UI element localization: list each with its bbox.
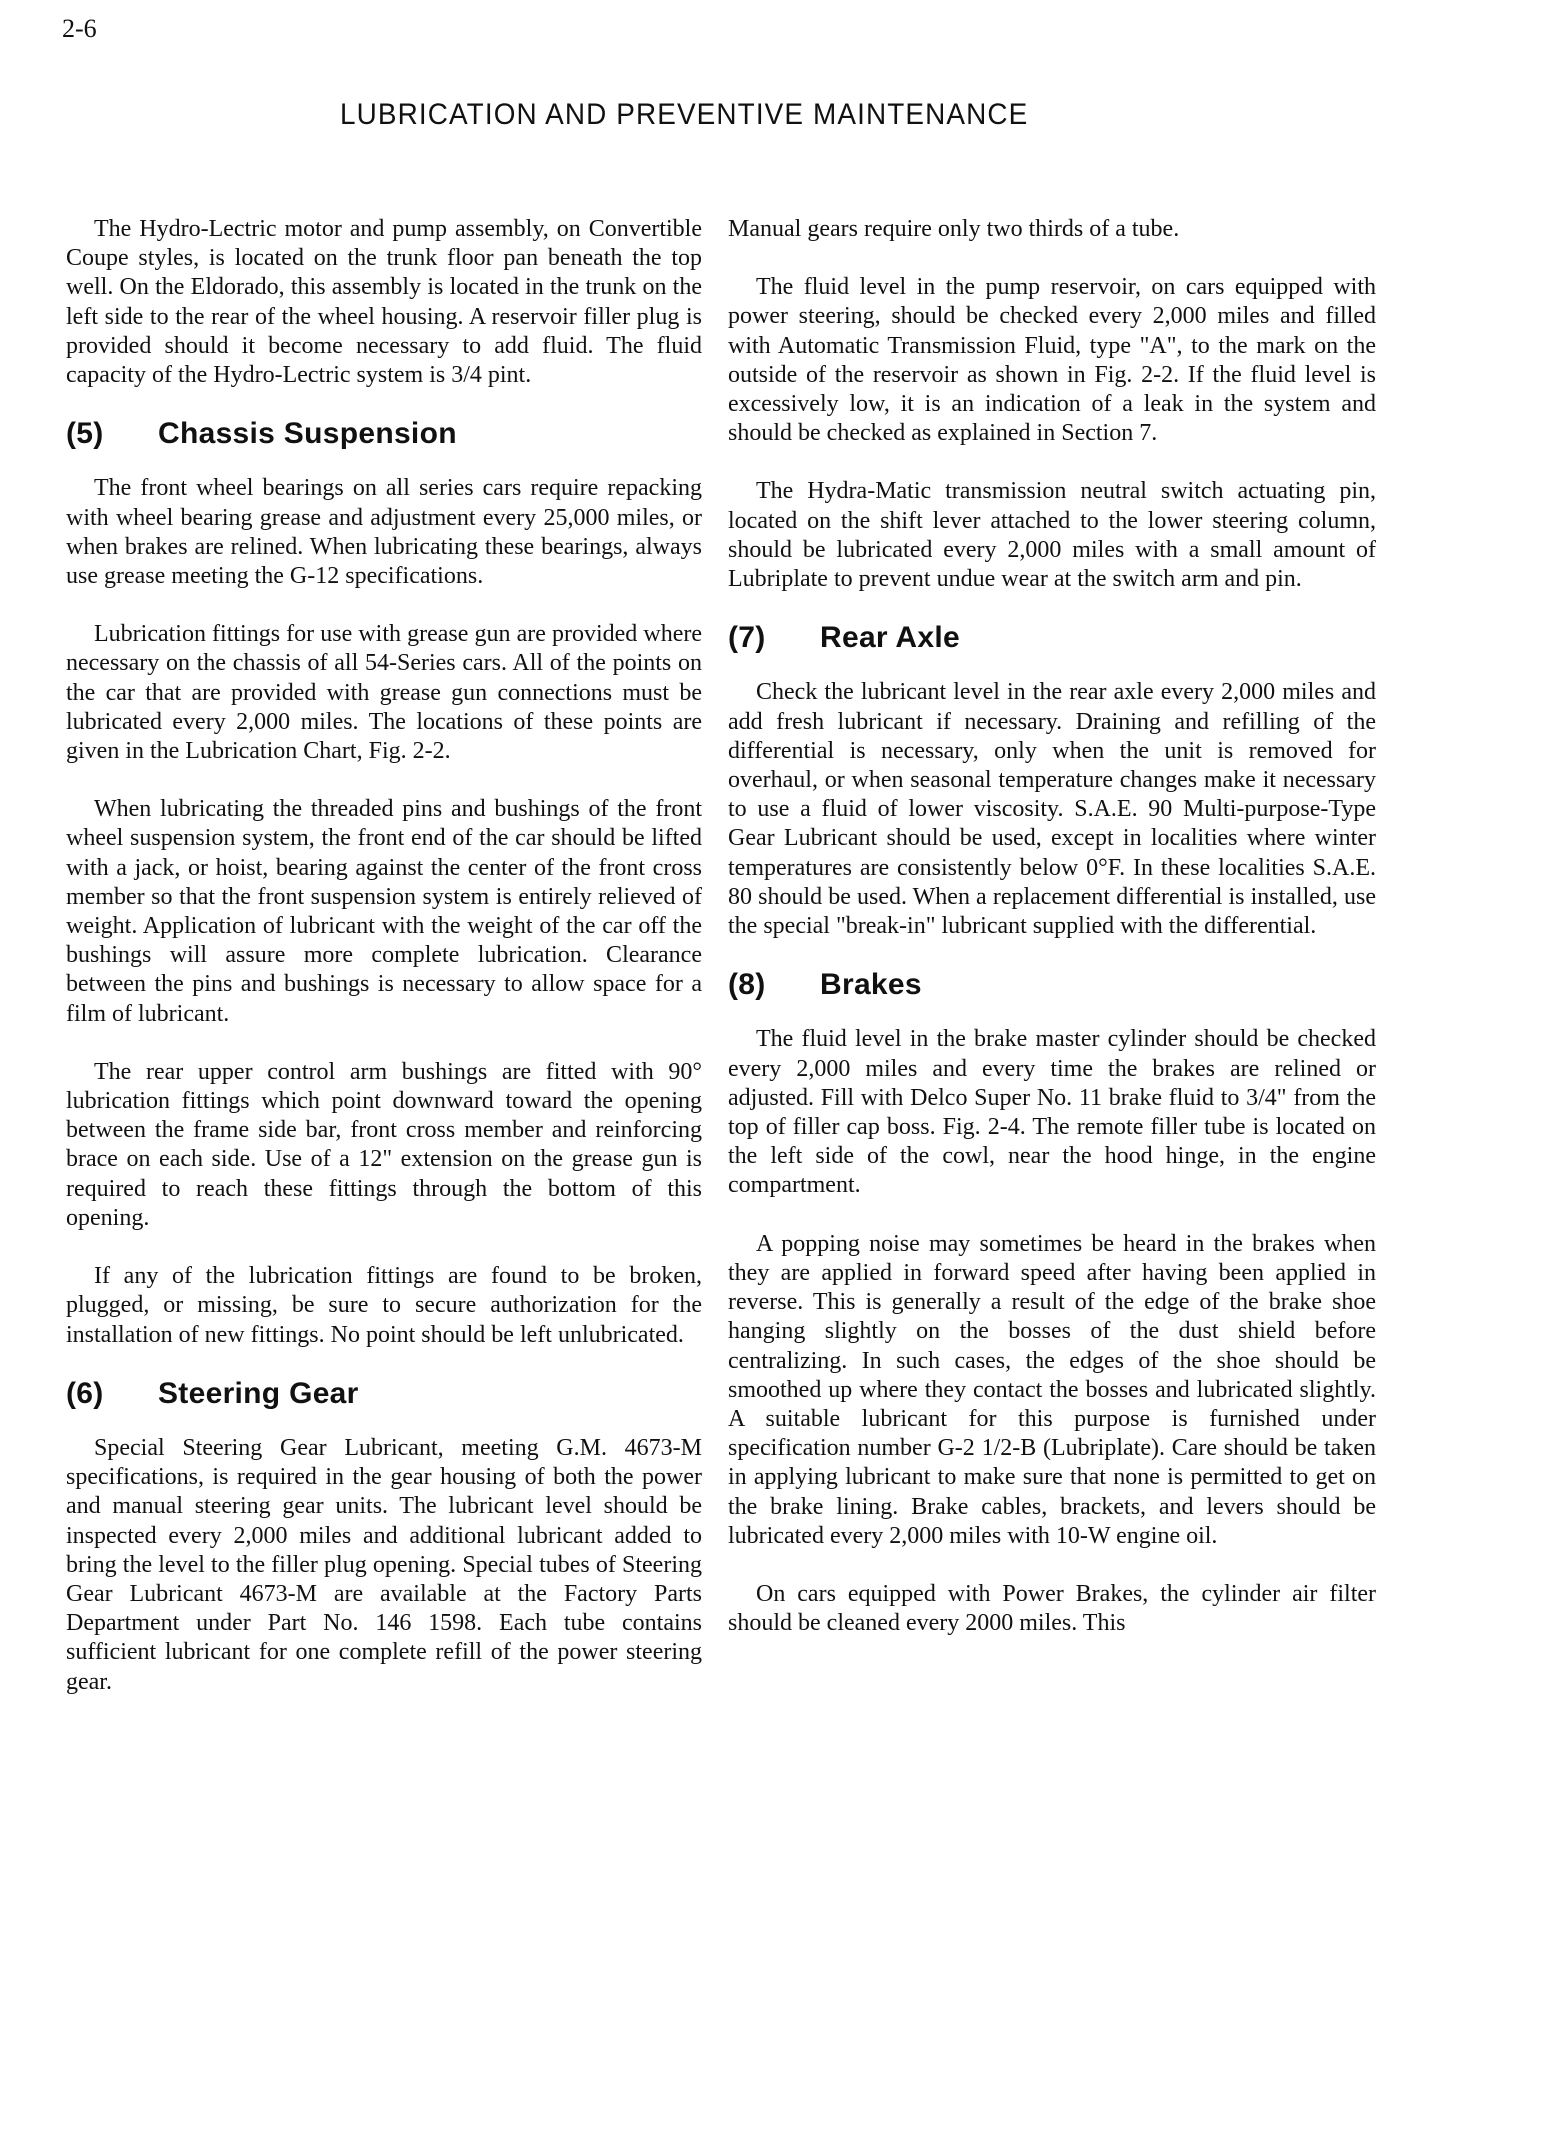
paragraph: A popping noise may sometimes be heard in the brakes when they are applied in forward speed after having been applied in reverse. This is generally a result of the edge of the brake shoe hanging slightly on the bosses of the dust shield before centralizing. In such cases, the edges of the shoe should be smoothed up where they contact the bosses and lubricated slightly. A suitable lubricant for this purpose is furnished under specification number G-2 1/2-B (Lubriplate). Care should be taken in applying lubricant to make sure that none is permitted to get on the brake lining. Brake cables, brackets, and levers should be lubricated every 2,000 miles with 10-W engine oil. xyxy=(728,1230,1376,1549)
section-number: (5) xyxy=(66,417,104,451)
paragraph: The front wheel bearings on all series cars require repacking with wheel bearing grease and adjustment every 25,000 miles, or when brakes are relined. When lubricating these bearings, always use grease meeting the G-12 specifications. xyxy=(66,475,702,590)
paragraph: The rear upper control arm bushings are fitted with 90° lubrication fittings which point downward toward the opening between the frame side bar, front cross member and reinforcing brace on each side. Use of a 12" extension on the grease gun is required to reach these fittings through the bottom of this opening. xyxy=(66,1058,702,1231)
paragraph: The Hydra-Matic transmission neutral switch actuating pin, located on the shift lever attached to the lower steering column, should be lubricated every 2,000 miles with a small amount of Lubriplate to prevent undue wear at the switch arm and pin. xyxy=(728,478,1376,593)
continued-paragraph: Manual gears require only two thirds of a tube. xyxy=(728,216,1180,242)
section-number: (8) xyxy=(728,968,766,1002)
section-title: Rear Axle xyxy=(820,621,960,655)
section-title: Steering Gear xyxy=(158,1376,359,1410)
section-number: (7) xyxy=(728,621,766,655)
section-heading-steering-gear xyxy=(66,1376,702,1410)
paragraph: Lubrication fittings for use with grease gun are provided where necessary on the chassis of all 54-Series cars. All of the points on the car that are provided with grease gun connections must be lubricated every 2,000 miles. The locations of these points are given in the Lubrication Chart, Fig. 2-2. xyxy=(66,621,702,765)
paragraph: If any of the lubrication fittings are found to be broken, plugged, or missing, be sure to secure authorization for the installation of new fittings. No point should be left unlubricated. xyxy=(66,1263,702,1348)
paragraph: Special Steering Gear Lubricant, meeting G.M. 4673-M specifications, is required in the gear housing of both the power and manual steering gear units. The lubricant level should be inspected every 2,000 miles and additional lubricant added to bring the level to the filler plug opening. Special tubes of Steering Gear Lubricant 4673-M are available at the Factory Parts Department under Part No. 146 1598. Each tube contains sufficient lubricant for one complete refill of the power steering gear. xyxy=(66,1434,702,1695)
right-column xyxy=(728,215,1376,1667)
intro-paragraph: The Hydro-Lectric motor and pump assembly, on Convertible Coupe styles, is located on the trunk floor pan beneath the top well. On the Eldorado, this assembly is located in the trunk on the left side to the rear of the wheel housing. A reservoir filler plug is provided should it become necessary to add fluid. The fluid capacity of the Hydro-Lectric system is 3/4 pint. xyxy=(66,216,702,389)
page-number: 2-6 xyxy=(62,14,97,43)
section-number: (6) xyxy=(66,1376,104,1410)
paragraph: The fluid level in the brake master cylinder should be checked every 2,000 miles and every time the brakes are relined or adjusted. Fill with Delco Super No. 11 brake fluid to 3/4" from the top of filler cap boss. Fig. 2-4. The remote filler tube is located on the left side of the cowl, near the hood hinge, in the engine compartment. xyxy=(728,1026,1376,1199)
page-title: LUBRICATION AND PREVENTIVE MAINTENANCE xyxy=(340,98,1029,131)
paragraph: Check the lubricant level in the rear axle every 2,000 miles and add fresh lubricant if necessary. Draining and refilling of the differential is necessary, only when the unit is removed for overhaul, or when seasonal temperature changes make it necessary to use a fluid of lower viscosity. S.A.E. 90 Multi-purpose-Type Gear Lubricant should be used, except in localities where winter temperatures are consistently below 0°F. In these localities S.A.E. 80 should be used. When a replacement differential is installed, use the special "break-in" lubricant supplied with the differential. xyxy=(728,679,1376,940)
section-title: Brakes xyxy=(820,968,922,1002)
paragraph: The fluid level in the pump reservoir, on cars equipped with power steering, should be checked every 2,000 miles and filled with Automatic Transmission Fluid, type "A", to the mark on the outside of the reservoir as shown in Fig. 2-2. If the fluid level is excessively low, it is an indication of a leak in the system and should be checked as explained in Section 7. xyxy=(728,274,1376,447)
section-heading-rear-axle xyxy=(728,621,1376,655)
left-column xyxy=(66,215,702,1726)
section-heading-chassis-suspension xyxy=(66,417,702,451)
section-heading-brakes xyxy=(728,968,1376,1002)
section-title: Chassis Suspension xyxy=(158,417,457,451)
paragraph: On cars equipped with Power Brakes, the cylinder air filter should be cleaned every 2000 miles. This xyxy=(728,1580,1376,1637)
paragraph: When lubricating the threaded pins and bushings of the front wheel suspension system, the front end of the car should be lifted with a jack, or hoist, bearing against the center of the front cross member so that the front suspension system is entirely relieved of weight. Application of lubricant with the weight of the car off the bushings will assure more complete lubrication. Clearance between the pins and bushings is necessary to allow space for a film of lubricant. xyxy=(66,796,702,1027)
